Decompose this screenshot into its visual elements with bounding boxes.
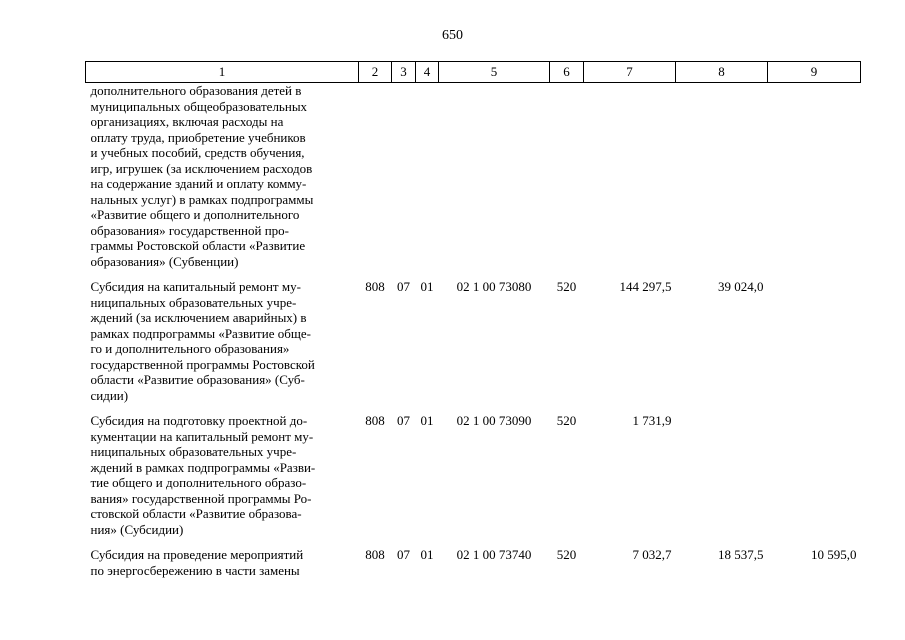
cell-amount-col9 <box>768 413 861 547</box>
desc-line: организациях, включая расходы на <box>90 114 284 129</box>
desc-line: тие общего и дополнительного образо- <box>90 475 307 490</box>
cell-amount-col9 <box>768 83 861 280</box>
desc-line: Субсидия на капитальный ремонт му- <box>90 279 301 294</box>
cell-subsection: 01 <box>420 413 434 428</box>
desc-line: ждений (за исключением аварийных) в <box>90 310 307 325</box>
desc-line: государственной программы Ростовской <box>90 356 315 372</box>
cell-expense-type <box>550 83 584 280</box>
desc-line: кументации на капитальный ремонт му- <box>90 428 314 444</box>
header-col-9: 9 <box>768 62 861 83</box>
header-col-6: 6 <box>550 62 584 83</box>
desc-line: дополнительного образования детей в <box>90 83 302 98</box>
cell-ministry-code: 808 <box>365 413 385 428</box>
cell-target-article: 02 1 00 73090 <box>456 413 532 428</box>
cell-target-article: 02 1 00 73080 <box>456 279 532 294</box>
desc-line: сидии) <box>90 387 129 403</box>
desc-line: нальных услуг) в рамках подпрограммы <box>90 191 314 207</box>
cell-amount-col7: 144 297,5 <box>619 279 672 294</box>
desc-line: по энергосбережению в части замены <box>90 562 300 578</box>
table-row <box>86 413 861 547</box>
cell-subsection <box>416 83 439 280</box>
desc-line: вания» государственной программы Ро- <box>90 490 312 506</box>
row-description <box>86 279 359 413</box>
desc-line: ждений в рамках подпрограммы «Разви- <box>90 459 316 475</box>
cell-target-article: 02 1 00 73740 <box>456 547 532 562</box>
header-col-5: 5 <box>439 62 550 83</box>
cell-ministry-code: 808 <box>365 547 385 562</box>
table-row <box>86 83 861 280</box>
header-col-2: 2 <box>359 62 392 83</box>
desc-line: муниципальных общеобразовательных <box>90 98 308 114</box>
cell-amount-col7 <box>584 83 676 280</box>
desc-line: Субсидия на подготовку проектной до- <box>90 413 308 428</box>
cell-amount-col8: 18 537,5 <box>718 547 764 562</box>
cell-amount-col9 <box>768 279 861 413</box>
desc-line: граммы Ростовской области «Развитие <box>90 238 306 253</box>
cell-amount-col8 <box>676 413 768 547</box>
cell-amount-col8 <box>676 83 768 280</box>
budget-table <box>85 61 861 578</box>
cell-ministry-code <box>359 83 392 280</box>
header-col-1: 1 <box>86 62 359 83</box>
cell-section: 07 <box>397 279 410 294</box>
desc-line: на содержание зданий и оплату комму- <box>90 176 307 191</box>
desc-line: оплату труда, приобретение учебников <box>90 129 306 145</box>
row-description <box>86 83 359 280</box>
cell-subsection: 01 <box>420 279 434 294</box>
desc-line: образования» (Субвенции) <box>90 253 239 269</box>
desc-line: «Развитие общего и дополнительного <box>90 207 300 222</box>
cell-ministry-code: 808 <box>365 279 385 294</box>
row-description <box>86 547 359 578</box>
desc-line: Субсидия на проведение мероприятий <box>90 547 304 562</box>
table-row <box>86 547 861 578</box>
header-col-8: 8 <box>676 62 768 83</box>
row-description <box>86 413 359 547</box>
desc-line: и учебных пособий, средств обучения, <box>90 145 305 160</box>
cell-expense-type: 520 <box>556 413 577 428</box>
cell-amount-col7: 1 731,9 <box>632 413 672 428</box>
cell-amount-col9: 10 595,0 <box>811 547 857 562</box>
page-number: 650 <box>442 28 463 43</box>
cell-amount-col7: 7 032,7 <box>632 547 672 562</box>
cell-section: 07 <box>397 547 410 562</box>
header-col-3: 3 <box>392 62 416 83</box>
desc-line: образования» государственной про- <box>90 222 290 238</box>
desc-line: стовской области «Развитие образова- <box>90 506 302 521</box>
cell-section <box>392 83 416 280</box>
cell-subsection: 01 <box>420 547 434 562</box>
desc-line: ниципальных образовательных учре- <box>90 444 297 459</box>
header-col-7: 7 <box>584 62 676 83</box>
desc-line: области «Развитие образования» (Суб- <box>90 372 305 387</box>
desc-line: ния» (Субсидии) <box>90 521 184 537</box>
desc-line: рамках подпрограммы «Развитие обще- <box>90 325 311 341</box>
cell-expense-type: 520 <box>556 547 577 562</box>
desc-line: го и дополнительного образования» <box>90 341 290 356</box>
table-header-row <box>86 62 861 83</box>
cell-section: 07 <box>397 413 410 428</box>
table-row <box>86 279 861 413</box>
desc-line: ниципальных образовательных учре- <box>90 294 297 310</box>
header-col-4: 4 <box>416 62 439 83</box>
desc-line: игр, игрушек (за исключением расходов <box>90 160 313 176</box>
cell-target-article <box>439 83 550 280</box>
cell-amount-col8: 39 024,0 <box>718 279 764 294</box>
cell-expense-type: 520 <box>556 279 577 294</box>
